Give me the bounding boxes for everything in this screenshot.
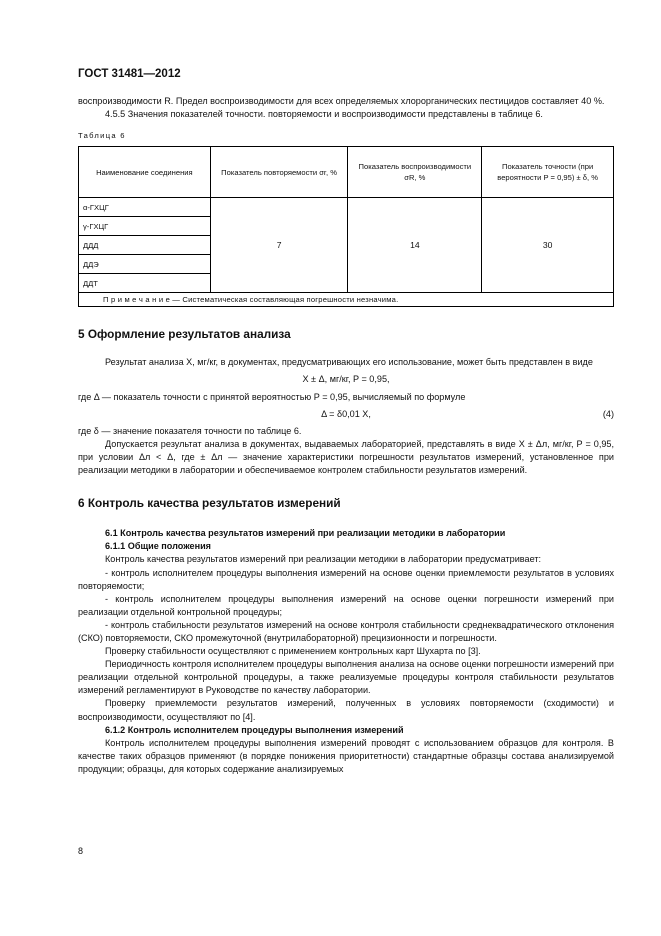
compound-cell: α-ГХЦГ: [79, 198, 211, 217]
table-header-cell: Показатель воспроизводимости σR, %: [348, 147, 482, 198]
table-caption: Таблица 6: [78, 131, 126, 141]
paragraph: - контроль исполнителем процедуры выполнения измерений на основе оценки приемлемости результатов в условиях повторяемости;: [78, 567, 614, 591]
paragraph: 4.5.5 Значения показателей точности. повторяемости и воспроизводимости представлены в таблице 6.: [105, 109, 543, 120]
compound-cell: ДДТ: [79, 274, 211, 293]
compound-cell: ДДД: [79, 236, 211, 255]
paragraph: Контроль качества результатов измерений при реализации методики в лаборатории предусматривает:: [105, 554, 542, 565]
repeatability-value: 7: [210, 198, 348, 293]
table-header-cell: Показатель повторяемости σr, %: [210, 147, 348, 198]
table-note-row: [79, 293, 614, 307]
compound-cell: γ-ГХЦГ: [79, 217, 211, 236]
paragraph: Допускается результат анализа в документах, выдаваемых лабораторией, представлять в виде X ± Δл, мг/кг, P = 0,95, при условии Δл < Δ, где ± Δл — значение характеристики погрешности результатов измерений, установленное при реализации методики в лаборатории и обеспечиваемое контролем стабильности результатов измерений.: [78, 438, 614, 476]
subsection-heading: 6.1.2 Контроль исполнителем процедуры выполнения измерений: [105, 724, 404, 735]
paragraph: - контроль исполнителем процедуры выполнения измерений на основе оценки погрешности измерений при реализации отдельной контрольной процедуры;: [78, 593, 614, 617]
section-5-heading: 5 Оформление результатов анализа: [78, 327, 291, 342]
reproducibility-value: 14: [348, 198, 482, 293]
paragraph: Результат анализа X, мг/кг, в документах, предусматривающих его использование, может быть представлен в виде: [105, 357, 593, 368]
table-note: П р и м е ч а н и е — Систематическая составляющая погрешности незначима.: [79, 293, 614, 307]
paragraph: где δ — значение показателя точности по таблице 6.: [78, 425, 302, 436]
formula-2: [78, 408, 614, 421]
formula-1: [78, 373, 614, 386]
section-6-heading: 6 Контроль качества результатов измерений: [78, 496, 341, 511]
paragraph: - контроль стабильности результатов измерений на основе контроля стабильности среднеквадратического отклонения (СКО) повторяемости, СКО промежуточной (внутрилабораторной) прецизионности и погрешности.: [78, 619, 614, 643]
paragraph: Периодичность контроля исполнителем процедуры выполнения анализа на основе оценки погрешности измерений при реализации отдельной контрольной процедуры, а также реализуемые процедуры контроля стабильности результатов измерений регламентируют в Руководстве по качеству лаборатории.: [78, 659, 614, 696]
formula-number: (4): [602, 408, 614, 419]
table-6: [78, 146, 614, 307]
compound-cell: ДДЭ: [79, 255, 211, 274]
table-header-cell: Наименование соединения: [79, 147, 211, 198]
table-header-cell: Показатель точности (при вероятности P = 0,95) ± δ, %: [482, 147, 614, 198]
paragraph: Проверку стабильности осуществляют с применением контрольных карт Шухарта по [3].: [105, 646, 481, 657]
paragraph: где Δ — показатель точности с принятой вероятностью P = 0,95, вычисляемый по формуле: [78, 391, 466, 402]
formula-text: X ± Δ, мг/кг, P = 0,95,: [302, 374, 390, 385]
subsection-heading: 6.1.1 Общие положения: [105, 541, 211, 552]
paragraph: воспроизводимости R. Предел воспроизводимости для всех определяемых хлорорганических пестицидов составляет 40 %.: [78, 96, 605, 106]
subsection-heading: 6.1 Контроль качества результатов измерений при реализации методики в лаборатории: [105, 528, 506, 539]
paragraph: Контроль исполнителем процедуры выполнения измерений проводят с использованием образцов для контроля. В качестве таких образцов применяют (в порядке понижения приоритетности) стандартные образцы состава анализируемой продукции; образцы, для которых содержание анализируемых: [78, 737, 614, 774]
accuracy-value: 30: [482, 198, 614, 293]
formula-text: Δ = δ0,01 X,: [321, 408, 371, 419]
paragraph: Проверку приемлемости результатов измерений, полученных в условиях повторяемости (сходимости) и воспроизводимости, осуществляют по [4].: [78, 698, 614, 722]
table-row: [79, 198, 614, 217]
table-header-row: [79, 147, 614, 198]
page-content: [78, 95, 614, 776]
page-number: 8: [78, 846, 84, 856]
page-header: ГОСТ 31481—2012: [78, 68, 181, 80]
